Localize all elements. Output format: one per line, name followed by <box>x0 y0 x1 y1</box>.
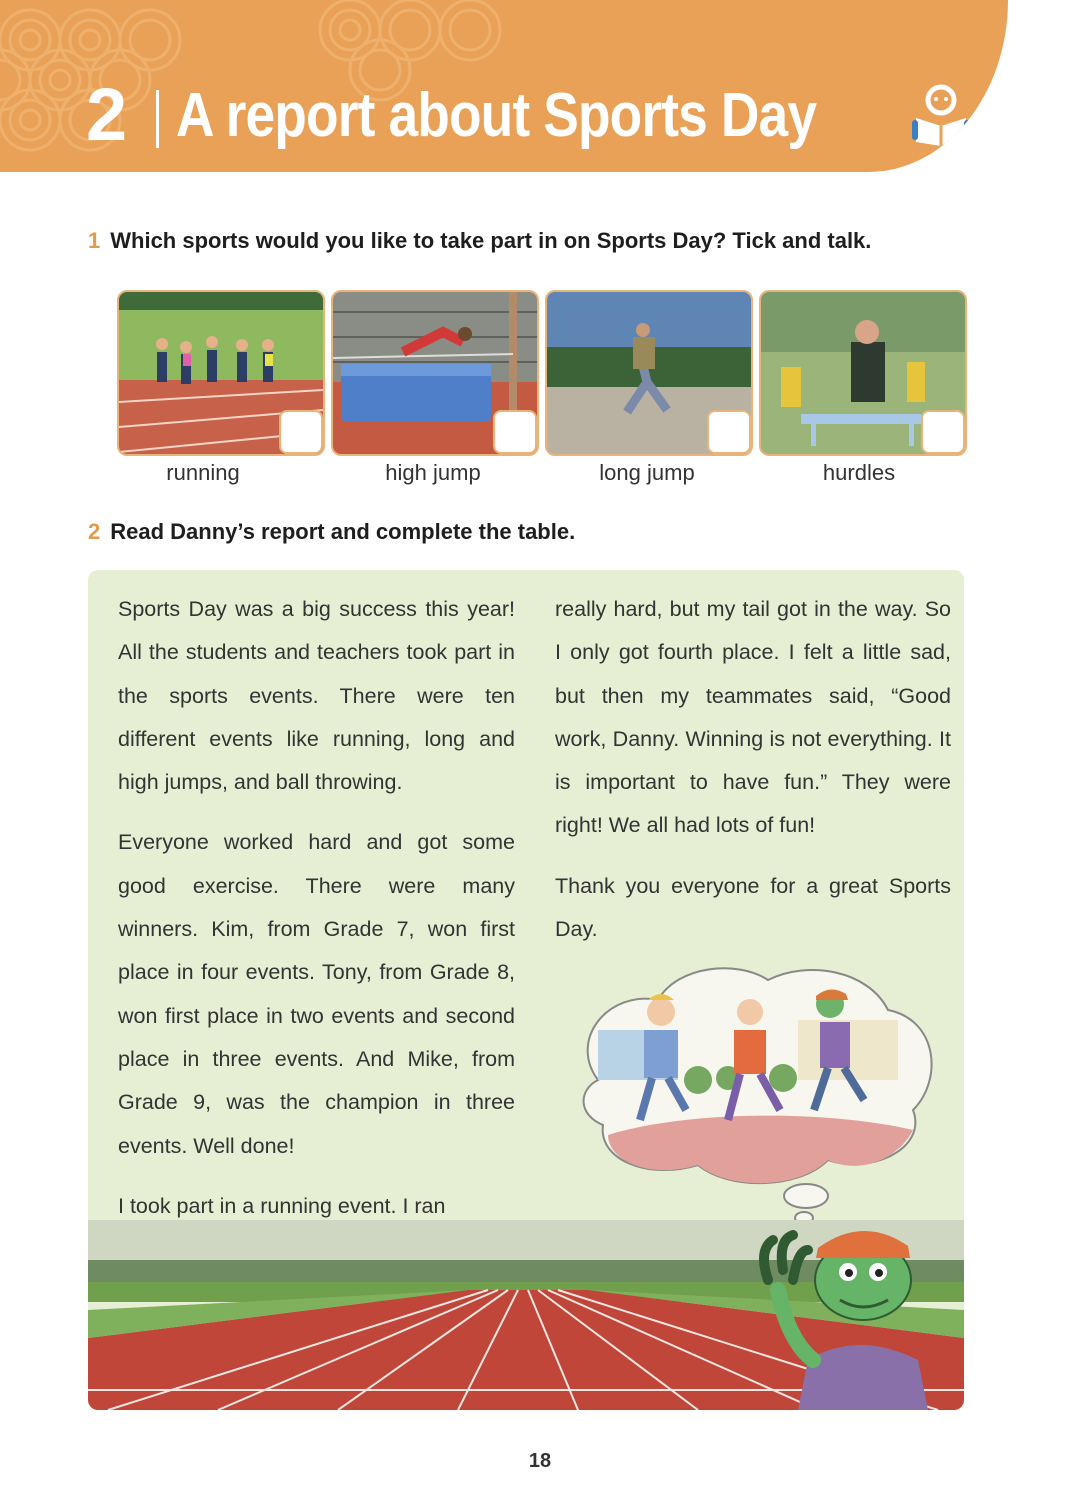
label-hurdles: hurdles <box>822 460 896 485</box>
reading-icon <box>912 84 970 146</box>
report-paragraph-4: Thank you everyone for a great Sports Day. <box>555 873 951 942</box>
photo-long-jump <box>545 290 753 456</box>
photo-hurdles <box>759 290 967 456</box>
report-paragraph-3-start: I took part in a running event. I ran <box>118 1193 446 1218</box>
label-running: running <box>166 460 240 485</box>
page-number: 18 <box>528 1450 552 1472</box>
tick-box-running[interactable] <box>279 410 323 454</box>
unit-number: 2 <box>86 73 126 156</box>
task-2-number: 2 <box>88 519 101 544</box>
report-column-left <box>118 588 515 1245</box>
thought-bubble-illustration <box>568 960 938 1220</box>
report-paragraph-3-end: really hard, but my tail got in the way. So I only got fourth place. I felt a little sad, but then my teammates said, “Good work, Danny. Winning is not everything. It is important to have fun.” They were right! We all had lots of fun! <box>555 597 951 838</box>
report-column-right <box>555 588 951 968</box>
task-2-instruction: Read Danny’s report and complete the table. <box>110 519 576 544</box>
tick-box-long-jump[interactable] <box>707 410 751 454</box>
task-1-number: 1 <box>88 228 101 253</box>
photo-high-jump <box>331 290 539 456</box>
label-high-jump: high jump <box>385 460 481 485</box>
tick-box-high-jump[interactable] <box>493 410 537 454</box>
danny-mascot-illustration <box>748 1210 958 1410</box>
task-1-instruction: Which sports would you like to take part in on Sports Day? Tick and talk. <box>110 228 872 253</box>
report-paragraph-1: Sports Day was a big success this year! All the students and teachers took part in the sports events. There were ten different events like running, long and high jumps, and ball throwing. <box>118 597 515 795</box>
report-panel <box>88 570 964 1410</box>
title-divider <box>156 90 159 148</box>
header-banner <box>0 0 1008 172</box>
report-paragraph-2: Everyone worked hard and got some good exercise. There were many winners. Kim, from Grade 7, won first place in four events. Tony, from Grade 8, won first place in two events and second place in three events. And Mike, from Grade 9, was the champion in three events. Well done! <box>118 830 515 1158</box>
task-2-heading <box>88 519 575 545</box>
tick-box-hurdles[interactable] <box>921 410 965 454</box>
page-title: A report about Sports Day <box>176 81 817 150</box>
task-1-heading <box>88 228 871 254</box>
photo-running <box>117 290 325 456</box>
label-long-jump: long jump <box>599 460 695 485</box>
